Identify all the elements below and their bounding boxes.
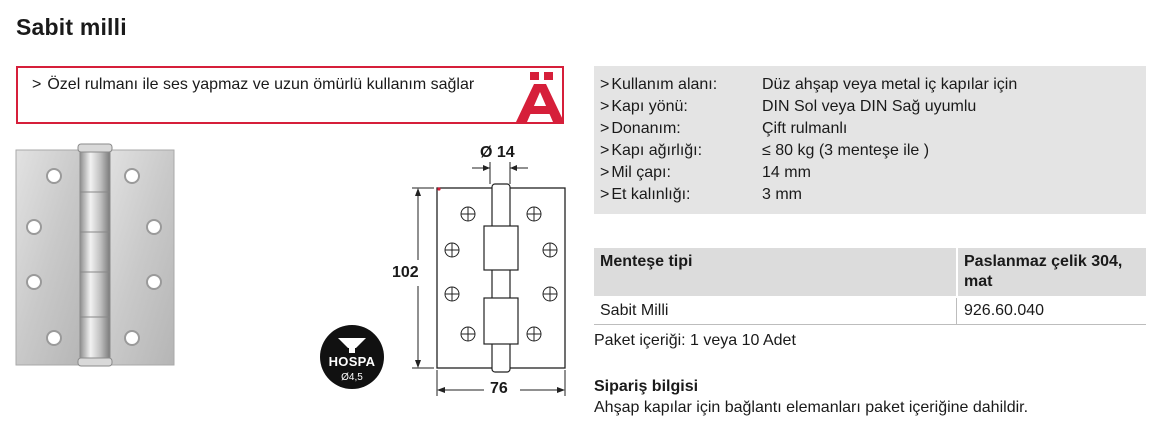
spec-label: > Kullanım alanı: (600, 76, 718, 93)
spec-row (594, 118, 1146, 140)
spec-row (594, 74, 1146, 96)
hinge-photo (14, 142, 176, 367)
order-info-text: Ahşap kapılar için bağlantı elemanları paket içeriğine dahildir. (594, 399, 1029, 416)
table-cell-article-number: 926.60.040 (964, 302, 1045, 319)
table-header (594, 248, 1146, 298)
feature-text (32, 74, 502, 95)
spec-label: > Kapı ağırlığı: (600, 142, 703, 159)
feature-arrow: > (32, 76, 42, 93)
feature-box (16, 66, 564, 124)
spec-value: 14 mm (762, 164, 811, 181)
spec-value: Düz ahşap veya metal iç kapılar için (762, 76, 1018, 93)
spec-row (594, 184, 1146, 206)
technical-drawing (388, 138, 578, 408)
spec-value: Çift rulmanlı (762, 120, 848, 137)
hospa-brand: HOSPA (328, 354, 376, 369)
spec-panel (594, 66, 1146, 214)
diameter-label: Ø 14 (480, 144, 515, 161)
order-info-title: Sipariş bilgisi (594, 378, 699, 395)
spec-row (594, 140, 1146, 162)
spec-label: > Et kalınlığı: (600, 186, 691, 203)
spec-row (594, 162, 1146, 184)
height-label: 102 (392, 264, 419, 281)
spec-row (594, 96, 1146, 118)
spec-label: > Donanım: (600, 120, 681, 137)
column-header-material: Paslanmaz çelik 304, mat (964, 253, 1123, 290)
spec-value: ≤ 80 kg (3 menteşe ile ) (762, 142, 930, 159)
spec-label: > Kapı yönü: (600, 98, 688, 115)
article-table (594, 248, 1146, 325)
hospa-size: Ø4,5 (341, 372, 363, 383)
page-title: Sabit milli (16, 14, 127, 40)
table-row (594, 298, 1146, 325)
table-cell-type: Sabit Milli (600, 302, 669, 319)
feature-description: Özel rulmanı ile ses yapmaz ve uzun ömürlü kullanım sağlar (47, 76, 475, 93)
spec-value: 3 mm (762, 186, 802, 203)
width-label: 76 (490, 380, 508, 397)
spec-label: > Mil çapı: (600, 164, 671, 181)
hospa-badge (318, 322, 386, 392)
package-contents: Paket içeriği: 1 veya 10 Adet (594, 332, 796, 349)
hafele-logo-icon (516, 72, 564, 122)
column-header-type: Menteşe tipi (600, 253, 693, 270)
spec-value: DIN Sol veya DIN Sağ uyumlu (762, 98, 977, 115)
